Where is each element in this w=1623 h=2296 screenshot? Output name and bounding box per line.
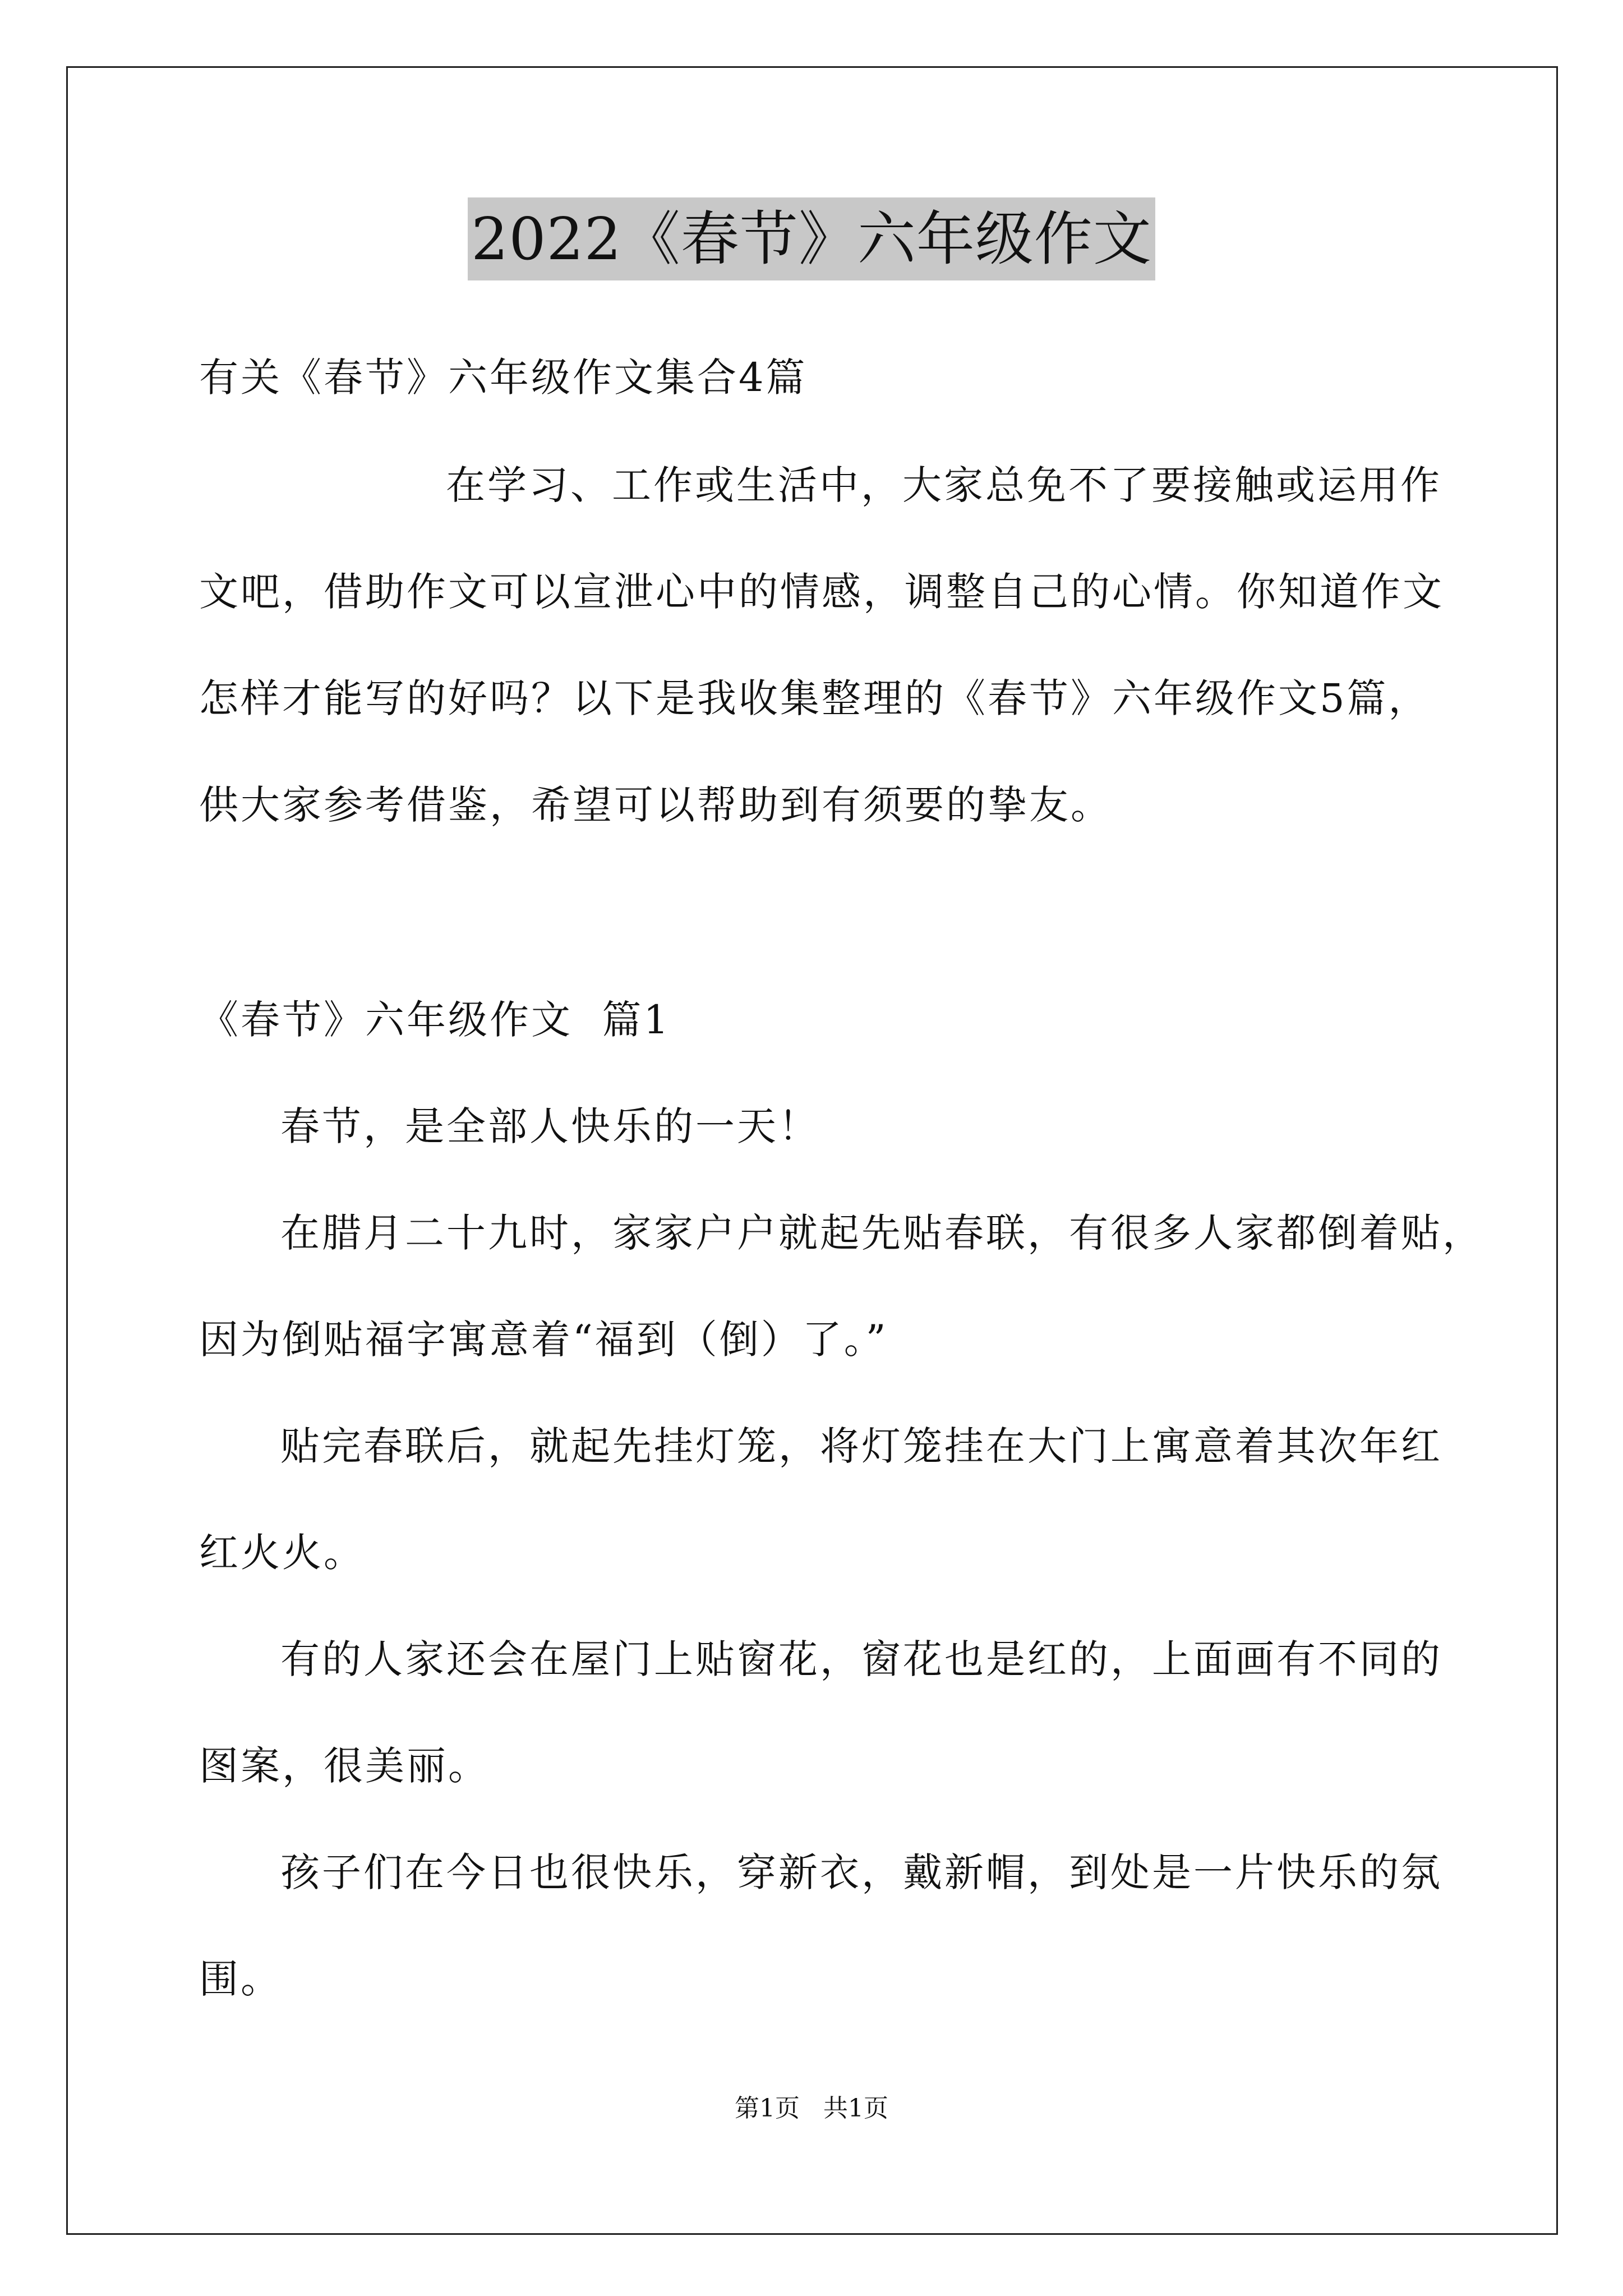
section-heading: 《春节》六年级作文 篇1 (199, 997, 671, 1043)
page-footer: 第1页 共1页 (735, 2094, 888, 2123)
intro-line: 在学习、工作或生活中，大家总免不了要接触或运用作 (446, 462, 1442, 508)
title-container (0, 197, 1623, 280)
intro-line: 怎样才能写的好吗？以下是我收集整理的《春节》六年级作文5篇， (199, 675, 1430, 721)
body-line: 春节，是全部人快乐的一天！ (280, 1103, 820, 1149)
body-line: 孩子们在今日也很快乐，穿新衣，戴新帽，到处是一片快乐的氛 (280, 1849, 1442, 1895)
body-line: 贴完春联后，就起先挂灯笼，将灯笼挂在大门上寓意着其次年红 (280, 1423, 1442, 1469)
document-title: 2022《春节》六年级作文 (468, 197, 1155, 280)
body-line: 图案，很美丽。 (199, 1743, 490, 1789)
body-line: 围。 (199, 1956, 282, 2002)
body-line: 红火火。 (199, 1530, 365, 1576)
intro-line: 供大家参考借鉴，希望可以帮助到有须要的挚友。 (199, 782, 1112, 828)
intro-line: 文吧，借助作文可以宣泄心中的情感，调整自己的心情。你知道作文 (199, 569, 1444, 615)
body-line: 有的人家还会在屋门上贴窗花，窗花也是红的，上面画有不同的 (280, 1636, 1442, 1682)
document-subtitle: 有关《春节》六年级作文集合4篇 (199, 355, 808, 401)
body-line: 在腊月二十九时，家家户户就起先贴春联，有很多人家都倒着贴， (280, 1210, 1484, 1256)
body-line: 因为倒贴福字寓意着“福到（倒）了。” (199, 1317, 888, 1363)
